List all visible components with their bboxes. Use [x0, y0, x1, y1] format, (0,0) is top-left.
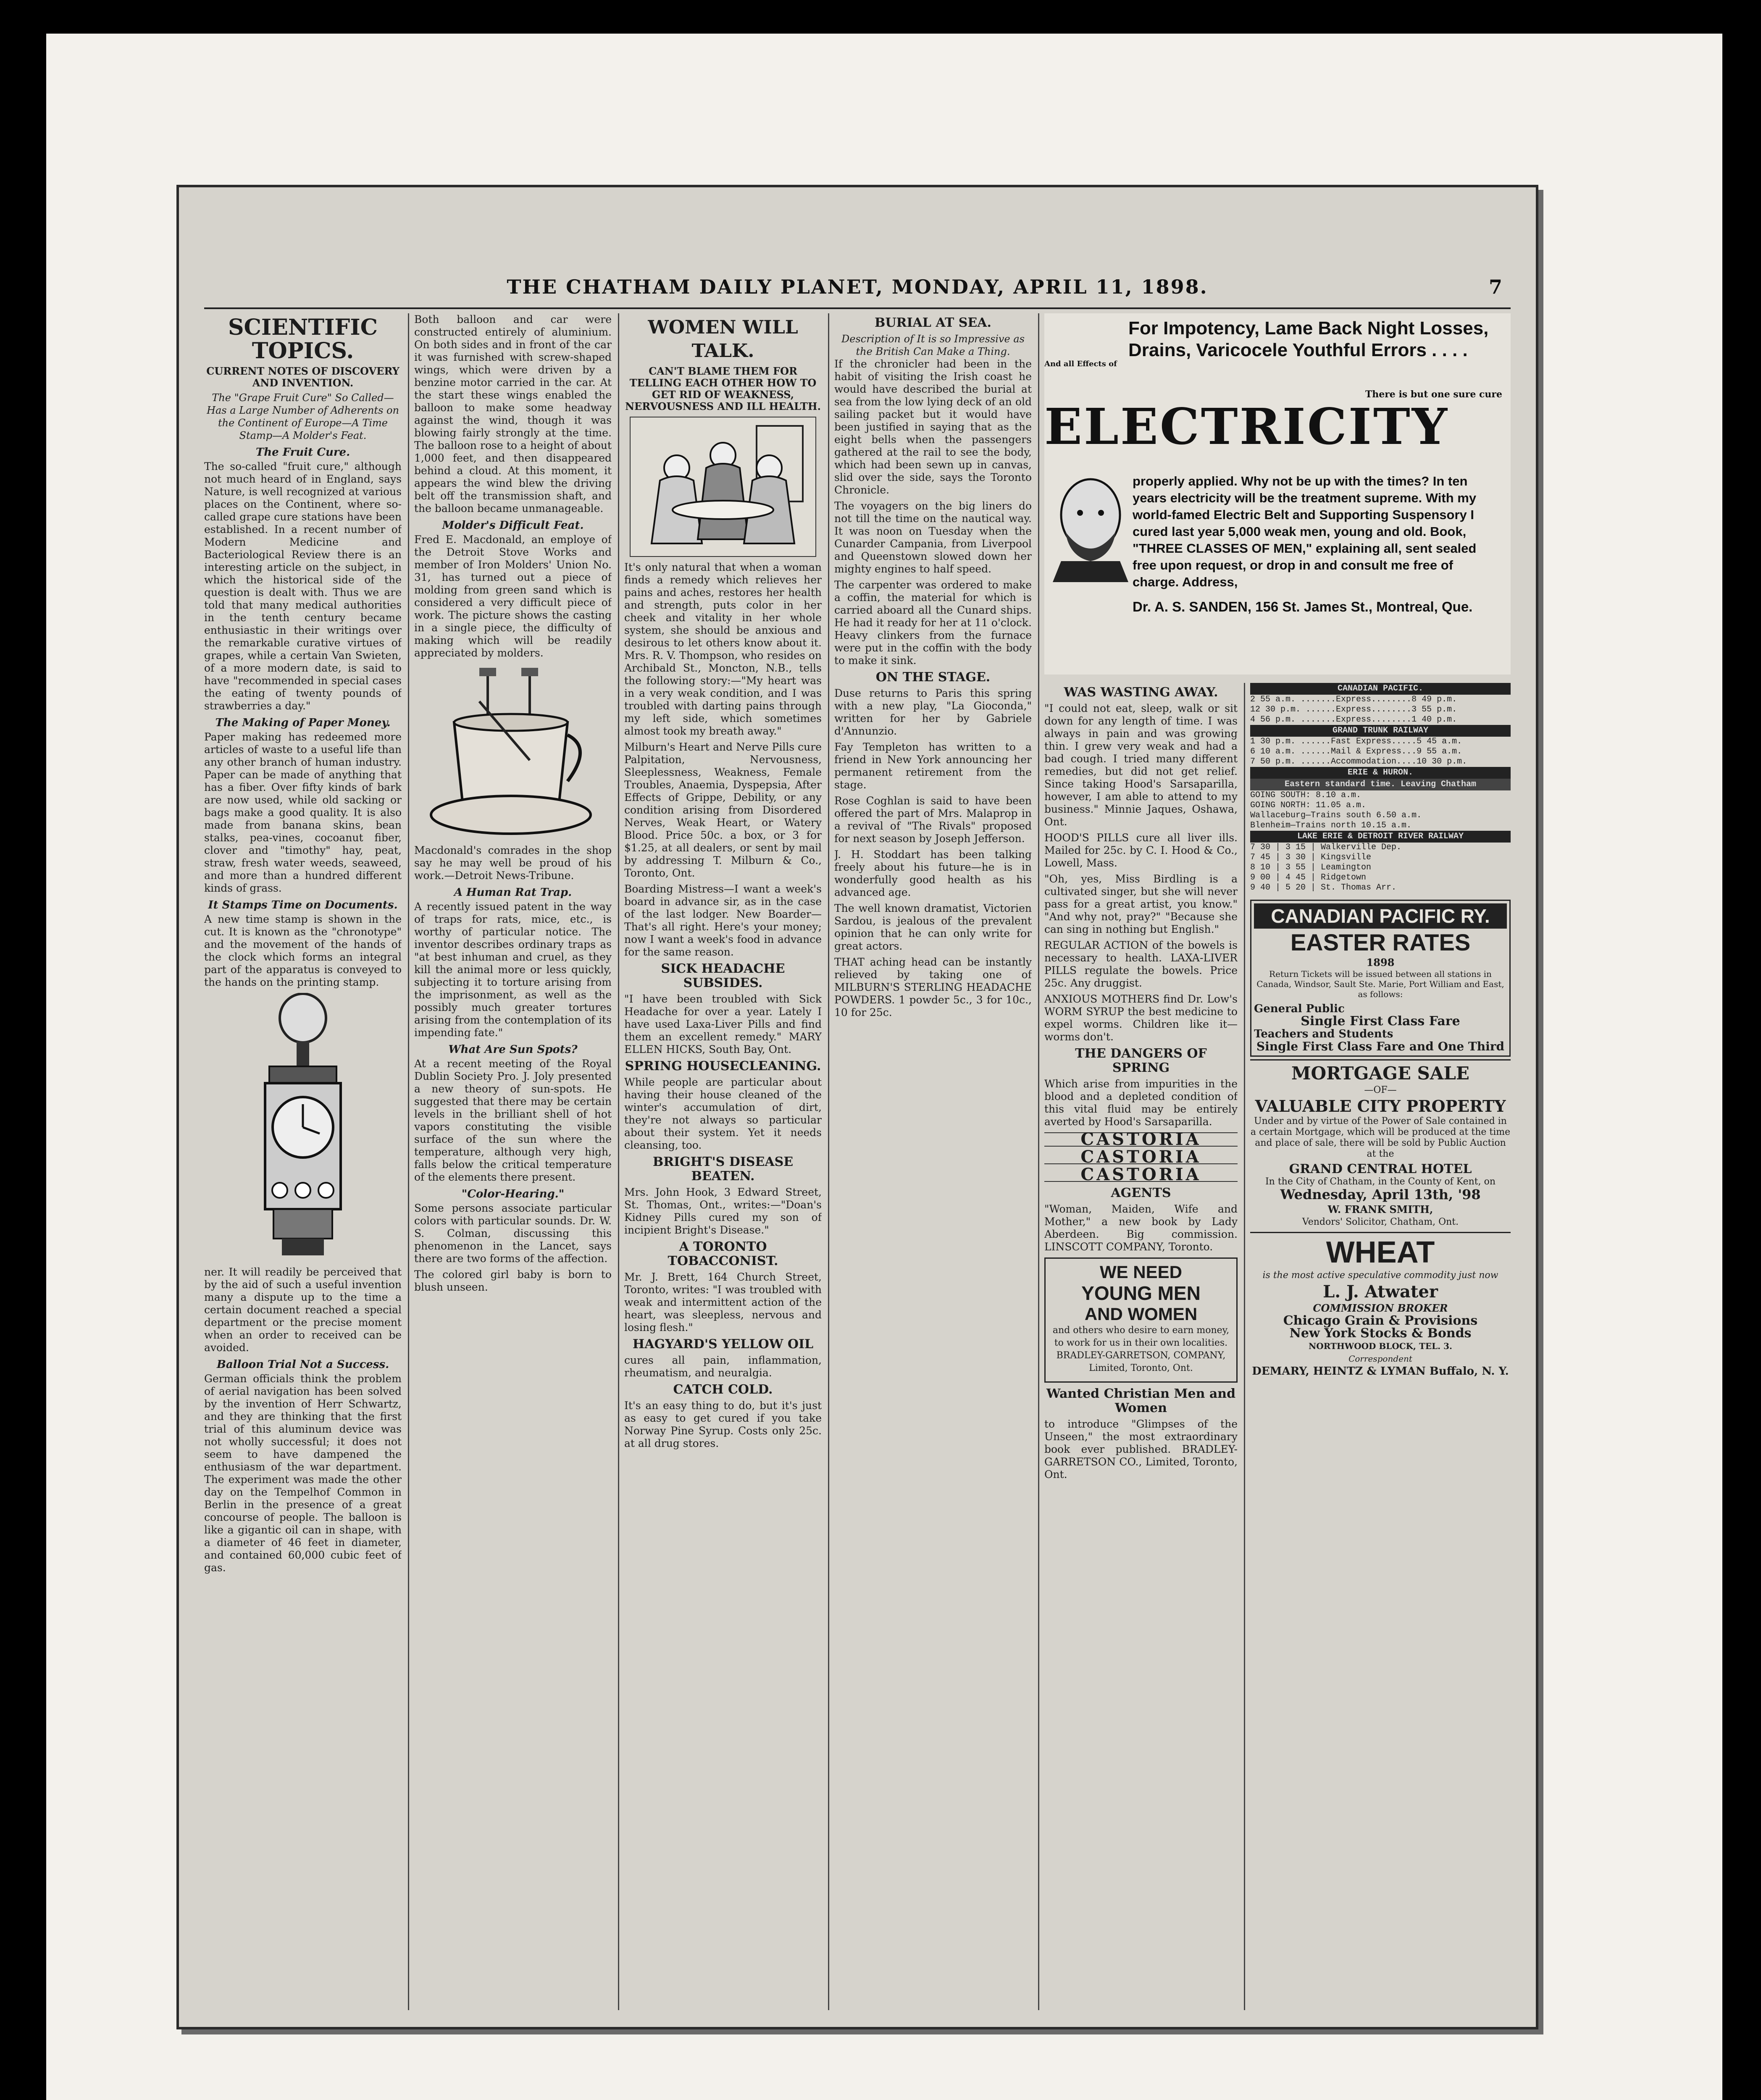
time-stamp-illustration — [257, 993, 349, 1262]
timetable-row: 8 10 | 3 55 | Leamington — [1250, 863, 1372, 872]
paragraph: Mr. J. Brett, 164 Church Street, Toronto, writes: "I was troubled with weak and intermittent action of the heart, was sleepless, nervous and losing flesh." — [624, 1271, 822, 1334]
timetable-row: GOING NORTH: 11.05 a.m. — [1250, 801, 1367, 810]
section-heading: The Fruit Cure. — [255, 446, 350, 459]
women-table-illustration — [630, 417, 816, 557]
timetable-row: 1 30 p.m. ......Fast Express.....5 45 a.m. — [1250, 737, 1462, 746]
broker-name: L. J. Atwater — [1323, 1282, 1438, 1302]
column-five — [1044, 683, 1238, 2010]
paragraph: Duse returns to Paris this spring with a new play, "La Gioconda," written for her by Gabriele d'Annunzio. — [834, 687, 1032, 737]
fare-line: Single First Class Fare — [1301, 1014, 1460, 1029]
cp-logo: CANADIAN PACIFIC RY. — [1254, 903, 1507, 929]
mortgage-sale-ad — [1250, 1059, 1511, 1228]
paragraph: and others who desire to earn money, to work for us in their own localities. BRADLEY-GARRETSON, COMPANY, Limited, Toronto, Ont. — [1052, 1325, 1230, 1373]
fare-line: Single First Class Fare and One Third — [1256, 1040, 1505, 1053]
paragraph: While people are particular about having their house cleaned of the winter's accumulation of dirt, they're not always so particular about their system. Yet it needs cleansing, too. — [624, 1076, 822, 1151]
molding-illustration — [429, 664, 597, 840]
easter-title: EASTER RATES — [1290, 929, 1471, 956]
we-need-line: AND WOMEN — [1084, 1304, 1198, 1324]
section-heading: THE DANGERS OF SPRING — [1075, 1046, 1207, 1075]
paragraph: ANXIOUS MOTHERS find Dr. Low's WORM SYRUP the best medicine to expel worms. Children like it—worms don't. — [1044, 993, 1238, 1043]
column-divider — [1244, 683, 1245, 2010]
paragraph: The voyagers on the big liners do not till the time on the nautical way. It was noon on Tuesday when the Cunarder Campania, from Liverpool and Queenstown slowed down her mighty engines to half speed. — [834, 500, 1032, 575]
section-heading: Balloon Trial Not a Success. — [216, 1358, 389, 1371]
vendor-name: W. FRANK SMITH, — [1327, 1203, 1433, 1215]
paragraph: J. H. Stoddart has been talking freely about his future—he is in wonderfully good health as his advanced age. — [834, 848, 1032, 898]
hotel-name: GRAND CENTRAL HOTEL — [1289, 1162, 1472, 1176]
paragraph: cures all pain, inflammation, rheumatism, and neuralgia. — [624, 1354, 822, 1379]
paragraph: "I could not eat, sleep, walk or sit down for any length of time. I was always in pain and was growing thin. I grew very weak and had a bad cough. I tried many different remedies, but did not get relief. Since taking Hood's Sarsaparilla, however, I am able to attend to my business." Minnie Jaques, Oshawa, Ont. — [1044, 702, 1238, 828]
timetable-subheader: Eastern standard time. Leaving Chatham — [1250, 779, 1511, 790]
paragraph: The well known dramatist, Victorien Sardou, is jealous of the prevalent opinion that he can only write for great actors. — [834, 902, 1032, 952]
timetable-row: Wallaceburg—Trains south 6.50 a.m. — [1250, 811, 1422, 820]
paragraph: THAT aching head can be instantly relieved by taking one of MILBURN'S STERLING HEADACHE POWDERS. 1 powder 5c., 3 for 10c., 10 for 25c. — [834, 956, 1032, 1018]
timetable-header: CANADIAN PACIFIC. — [1250, 683, 1511, 695]
wheat-line: New York Stocks & Bonds — [1289, 1326, 1472, 1341]
paragraph: The colored girl baby is born to blush unseen. — [414, 1268, 612, 1293]
column-divider — [828, 313, 829, 2010]
masthead-rule — [204, 307, 1511, 309]
section-heading: Wanted Christian Men and Women — [1046, 1386, 1236, 1415]
doctor-portrait — [1049, 473, 1133, 582]
paragraph: Paper making has redeemed more articles of waste to a useful life than any other branch of human industry. Paper can be made of anything that has a fiber. Over fifty kinds of bark are now used, while old sacking or bags make a good quality. It is also made from banana skins, bean stalks, pea-vines, cocoanut fiber, clover and "timothy" hay, peat, straw, fresh water weeds, seaweed, and more than a hundred different kinds of grass. — [204, 731, 402, 894]
wheat-title: WHEAT — [1326, 1236, 1435, 1269]
paragraph: It's only natural that when a woman finds a remedy which relieves her pains and aches, restores her health and strength, puts color in her cheek and vitality in her whole system, she should be anxious and desirous to let others know about it. Mrs. R. V. Thompson, who resides on Archibald St., Moncton, N.B., tells the following story:—"My heart was in a very weak condition, and I was troubled with darting pains through my left side, which sometimes almost took my breath away." — [624, 561, 822, 737]
paragraph: Rose Coghlan is said to have been offered the part of Mrs. Malaprop in a revival of "The Rivals" proposed for next season by Joseph Jefferson. — [834, 795, 1032, 845]
section-heading: ON THE STAGE. — [875, 670, 991, 685]
section-heading: SPRING HOUSECLEANING. — [625, 1059, 821, 1074]
vendor-title: Vendors' Solicitor, Chatham, Ont. — [1302, 1217, 1459, 1227]
paragraph: REGULAR ACTION of the bowels is necessary to health. LAXA-LIVER PILLS regulate the bowels. Price 25c. Any druggist. — [1044, 939, 1238, 989]
we-need-line: WE NEED — [1099, 1262, 1182, 1282]
wheat-line: Chicago Grain & Provisions — [1283, 1313, 1478, 1328]
column-two — [414, 313, 612, 2010]
timetable-row: 7 50 p.m. ......Accommodation....10 30 p.m. — [1250, 757, 1467, 766]
timetable-header: ERIE & HURON. — [1250, 767, 1511, 779]
timetable-row: 4 56 p.m. .......Express........1 40 p.m. — [1250, 715, 1457, 724]
masthead: THE CHATHAM DAILY PLANET, MONDAY, APRIL 11, 1898. — [507, 276, 1208, 298]
timetable-row: Blenheim—Trains north 10.15 a.m. — [1250, 821, 1412, 830]
paragraph: If the chronicler had been in the habit of visiting the Irish coast he would have described the burial at sea from the low lying deck of an old sailing packet but it would have been justified in saying that as the eight bells when the passengers gathered at the rail to see the body, which had been sewn up in canvas, slid over the side, says the Toronto Chronicle. — [834, 358, 1032, 496]
paragraph: ner. It will readily be perceived that by the aid of such a useful invention many a dispute up to the time a certain document reached a special department or the precise moment when an order to received can be avoided. — [204, 1266, 402, 1354]
broker-title: COMMISSION BROKER — [1313, 1302, 1448, 1314]
paragraph: German officials think the problem of aerial navigation has been solved by the invention of Herr Schwartz, and they are thinking that the first trial of this aluminum device was not wholly successful; it does not seem to have dampened the enthusiasm of the war department. The experiment was made the other day on the Tempelhof Common in Berlin in the presence of a great concourse of people. The balloon is like a gigantic oil can in shape, with a diameter of 46 feet in diameter, and contained 60,000 cubic feet of gas. — [204, 1373, 402, 1574]
section-heading: SICK HEADACHE SUBSIDES. — [661, 961, 785, 990]
paragraph: HOOD'S PILLS cure all liver ills. Mailed for 25c. by C. I. Hood & Co., Lowell, Mass. — [1044, 832, 1238, 869]
section-heading: HAGYARD'S YELLOW OIL — [632, 1337, 814, 1352]
section-heading: A Human Rat Trap. — [454, 886, 572, 899]
paragraph: It's an easy thing to do, but it's just as easy to get cured if you take Norway Pine Syrup. Costs only 25c. at all drug stores. — [624, 1399, 822, 1449]
ad-headline: For Impotency, Lame Back Night Losses, Drains, Varicocele Youthful Errors . . . . — [1128, 318, 1489, 360]
article-dek: Description of It is so Impressive as the British Can Make a Thing. — [841, 333, 1025, 357]
paragraph: The carpenter was ordered to make a coffin, the material for which is carried aboard all the Cunard ships. He had it ready for her at 11 o'clock. Heavy clinkers from the furnace were put in the coffin with the body to make it sink. — [834, 579, 1032, 667]
section-heading: Molder's Difficult Feat. — [442, 519, 584, 532]
timetable-header: GRAND TRUNK RAILWAY — [1250, 725, 1511, 737]
timetable-row: 9 40 | 5 20 | St. Thomas Arr. — [1250, 883, 1397, 892]
we-need-line: YOUNG MEN — [1081, 1282, 1201, 1304]
paragraph: Which arise from impurities in the blood and a depleted condition of this vital fluid may be entirely averted by Hood's Sarsaparilla. — [1044, 1078, 1238, 1128]
paragraph: Both balloon and car were constructed entirely of aluminium. On both sides and in front of the car it was furnished with screw-shaped wings, which were driven by a benzine motor carried in the car. At the start these wings enabled the balloon to make some headway against the wind, though it was blowing fairly strongly at the time. The balloon rose to a height of about 1,000 feet, and then disappeared behind a cloud. At this moment, it appears the wind blew the driving belt off the transmission shaft, and the balloon became unmanageable. — [414, 313, 612, 514]
correspondent-name: DEMARY, HEINTZ & LYMAN Buffalo, N. Y. — [1252, 1365, 1509, 1378]
section-heading: A TORONTO TOBACCONIST. — [668, 1239, 778, 1268]
column-six — [1250, 683, 1511, 2010]
section-heading: BRIGHT'S DISEASE BEATEN. — [652, 1155, 794, 1184]
newspaper-page — [176, 185, 1538, 2029]
column-women-will-talk — [624, 313, 822, 2010]
paragraph: A recently issued patent in the way of traps for rats, mice, etc., is worthy of particular notice. The inventor describes ordinary traps as "at best inhuman and cruel, as they kill the animal more or less quickly, subjecting it to torture arising from the imprisonment, as well as the possibly much greater tortures arising from the contemplation of its impending fate." — [414, 900, 612, 1039]
valuable-title: VALUABLE CITY PROPERTY — [1255, 1097, 1506, 1116]
mortgage-of: —OF— — [1364, 1085, 1397, 1095]
section-heading: What Are Sun Spots? — [448, 1043, 578, 1056]
paragraph: "Oh, yes, Miss Birdling is a cultivated singer, but she will never pass for a great artist, you know." "And why not, pray?" "Because she can sing in nothing but English." — [1044, 873, 1238, 935]
timetable-row: GOING SOUTH: 8.10 a.m. — [1250, 790, 1361, 800]
timetable-canadian-pacific — [1250, 683, 1511, 893]
timetable-row: 7 45 | 3 30 | Kingsville — [1250, 853, 1372, 862]
castoria-ad: CASTORIA — [1044, 1168, 1238, 1182]
ad-small-text: And all Effects of — [1044, 360, 1117, 368]
timetable-header: LAKE ERIE & DETROIT RIVER RAILWAY — [1250, 831, 1511, 843]
paragraph: "Woman, Maiden, Wife and Mother," a new book by Lady Aberdeen. Big commission. LINSCOTT COMPANY, Toronto. — [1044, 1203, 1238, 1253]
section-heading: General Public — [1254, 1003, 1345, 1015]
timetable-row: 12 30 p.m. ......Express........3 55 p.m. — [1250, 705, 1457, 714]
column-burial-at-sea — [834, 313, 1032, 2010]
timetable-row: 6 10 a.m. ......Mail & Express...9 55 a.m. — [1250, 747, 1462, 756]
section-heading: Teachers and Students — [1254, 1028, 1393, 1040]
timetable-row: 2 55 a.m. .......Express........8 49 p.m. — [1250, 695, 1457, 704]
ad-address: Dr. A. S. SANDEN, 156 St. James St., Montreal, Que. — [1133, 599, 1473, 614]
article-title: BURIAL AT SEA. — [875, 315, 991, 330]
sale-date: Wednesday, April 13th, '98 — [1280, 1186, 1481, 1202]
paragraph: At a recent meeting of the Royal Dublin Society Pro. J. Joly presented a new theory of sun-spots. He suggested that there may be certain levels in the brilliant shell of hot vapors constituting the visible surface of the sun where the temperature, although very high, falls below the critical temperature of the elements there present. — [414, 1058, 612, 1183]
castoria-ad: CASTORIA — [1044, 1132, 1238, 1147]
electricity-advertisement — [1044, 313, 1511, 675]
article-title: WOMEN WILL TALK. — [648, 317, 798, 362]
ad-sure-cure: There is but one sure cure — [1365, 389, 1502, 400]
mortgage-title: MORTGAGE SALE — [1291, 1063, 1469, 1084]
column-divider — [618, 313, 619, 2010]
article-subtitle: CURRENT NOTES OF DISCOVERY AND INVENTION. — [206, 365, 400, 389]
timetable-row: 7 30 | 3 15 | Walkerville Dep. — [1250, 843, 1402, 852]
ad-body: properly applied. Why not be up with the times? In ten years electricity will be the treatment supreme. With my world-famed Electric Belt and Supporting Suspensory I cured last year 5,000 weak men, young and old. Book, "THREE CLASSES OF MEN," explaining all, sent sealed free upon request, or drop in and consult me free of charge. Address, — [1133, 474, 1477, 589]
correspondent-label: Correspondent — [1348, 1354, 1412, 1364]
we-need-ad — [1044, 1257, 1238, 1383]
illustration-caption: Macdonald's comrades in the shop say he may well be proud of his work.—Detroit News-Tribune. — [414, 844, 612, 882]
section-heading: AGENTS — [1111, 1186, 1171, 1200]
section-heading: The Making of Paper Money. — [215, 717, 391, 729]
paragraph: Under and by virtue of the Power of Sale contained in a certain Mortgage, which will be produced at the time and place of sale, there will be sold by Public Auction at the — [1250, 1116, 1511, 1159]
wheat-ad — [1250, 1232, 1511, 1378]
castoria-ad: CASTORIA — [1044, 1151, 1238, 1164]
article-subtitle: CAN'T BLAME THEM FOR TELLING EACH OTHER HOW TO GET RID OF WEAKNESS, NERVOUSNESS AND ILL HEALTH. — [625, 365, 821, 412]
column-divider — [408, 313, 409, 2010]
section-heading: CATCH COLD. — [673, 1382, 773, 1397]
wheat-sub: is the most active speculative commodity just now — [1262, 1270, 1498, 1281]
paragraph: to introduce "Glimpses of the Unseen," the most extraordinary book ever published. BRADLEY-GARRETSON CO., Limited, Toronto, Ont. — [1044, 1418, 1238, 1480]
column-divider — [1038, 313, 1039, 2010]
paragraph: Some persons associate particular colors with particular sounds. Dr. W. S. Colman, discussing this phenomenon in the Lancet, says there are two forms of the affection. — [414, 1202, 612, 1265]
paragraph: Boarding Mistress—I want a week's board in advance sir, as in the case of the last lodger. New Boarder—That's all right. Here's your money; now I want a week's food in advance for the same reason. — [624, 883, 822, 958]
paragraph: Return Tickets will be issued between all stations in Canada, Windsor, Sault Ste. Marie, Port William and East, as follows: — [1256, 969, 1504, 999]
easter-year: 1898 — [1366, 956, 1395, 969]
article-title: SCIENTIFIC TOPICS. — [228, 315, 378, 364]
section-heading: "Color-Hearing." — [461, 1188, 565, 1200]
section-heading: WAS WASTING AWAY. — [1064, 685, 1218, 700]
timetable-row: 9 00 | 4 45 | Ridgetown — [1250, 873, 1367, 882]
paragraph: Fay Templeton has written to a friend in New York announcing her permanent retirement from the stage. — [834, 741, 1032, 791]
block-address: NORTHWOOD BLOCK, TEL. 3. — [1309, 1341, 1452, 1351]
paragraph: Mrs. John Hook, 3 Edward Street, St. Thomas, Ont., writes:—"Doan's Kidney Pills cured my son of incipient Bright's Disease." — [624, 1186, 822, 1236]
column-scientific-topics — [204, 313, 402, 2010]
easter-rates-ad — [1250, 900, 1511, 1057]
paragraph: A new time stamp is shown in the cut. It is known as the "chronotype" and the movement of the hands of the clock which forms an integral part of the apparatus is conveyed to the hands on the printing stamp. — [204, 913, 402, 988]
paragraph: "I have been troubled with Sick Headache for over a year. Lately I have used Laxa-Liver Pills and find them an excellent remedy." MARY ELLEN HICKS, South Bay, Ont. — [624, 993, 822, 1055]
paragraph: Fred E. Macdonald, an employe of the Detroit Stove Works and member of Iron Molders' Union No. 31, has turned out a piece of molding from green sand which is considered a very difficult piece of work. The picture shows the casting in a single piece, the difficulty of making which will be readily appreciated by molders. — [414, 533, 612, 659]
paragraph: Milburn's Heart and Nerve Pills cure Palpitation, Nervousness, Sleeplessness, Weakness, Female Troubles, Anaemia, Dyspepsia, After Effects of Grippe, Debility, or any condition arising from Disordered Nerves, Weak Heart, or Watery Blood. Price 50c. a box, or 3 for $1.25, at all dealers, or sent by mail by addressing T. Milburn & Co., Toronto, Ont. — [624, 741, 822, 879]
section-heading: It Stamps Time on Documents. — [208, 899, 398, 911]
article-dek: The "Grape Fruit Cure" So Called—Has a Large Number of Adherents on the Continent of Europe—A Time Stamp—A Molder's Feat. — [207, 392, 399, 441]
paragraph: The so-called "fruit cure," although not much heard of in England, says Nature, is well recognized at various places on the Continent, where so-called grape cure stations have been established. In a recent number of Modern Medicine and Bacteriological Review there is an interesting article on the subject, in which the historical side of the question is dealt with. Thus we are told that many medical authorities in the tenth century became enthusiastic in their writings over the remarkable curative virtues of grapes, while a certain Van Swieten, of a more modern date, is said to have "recommended in special cases the eating of twenty pounds of strawberries a day." — [204, 460, 402, 712]
city-line: In the City of Chatham, in the County of Kent, on — [1265, 1176, 1496, 1187]
ad-electricity-title: ELECTRICITY — [1044, 397, 1449, 456]
page-number: 7 — [1488, 276, 1502, 298]
